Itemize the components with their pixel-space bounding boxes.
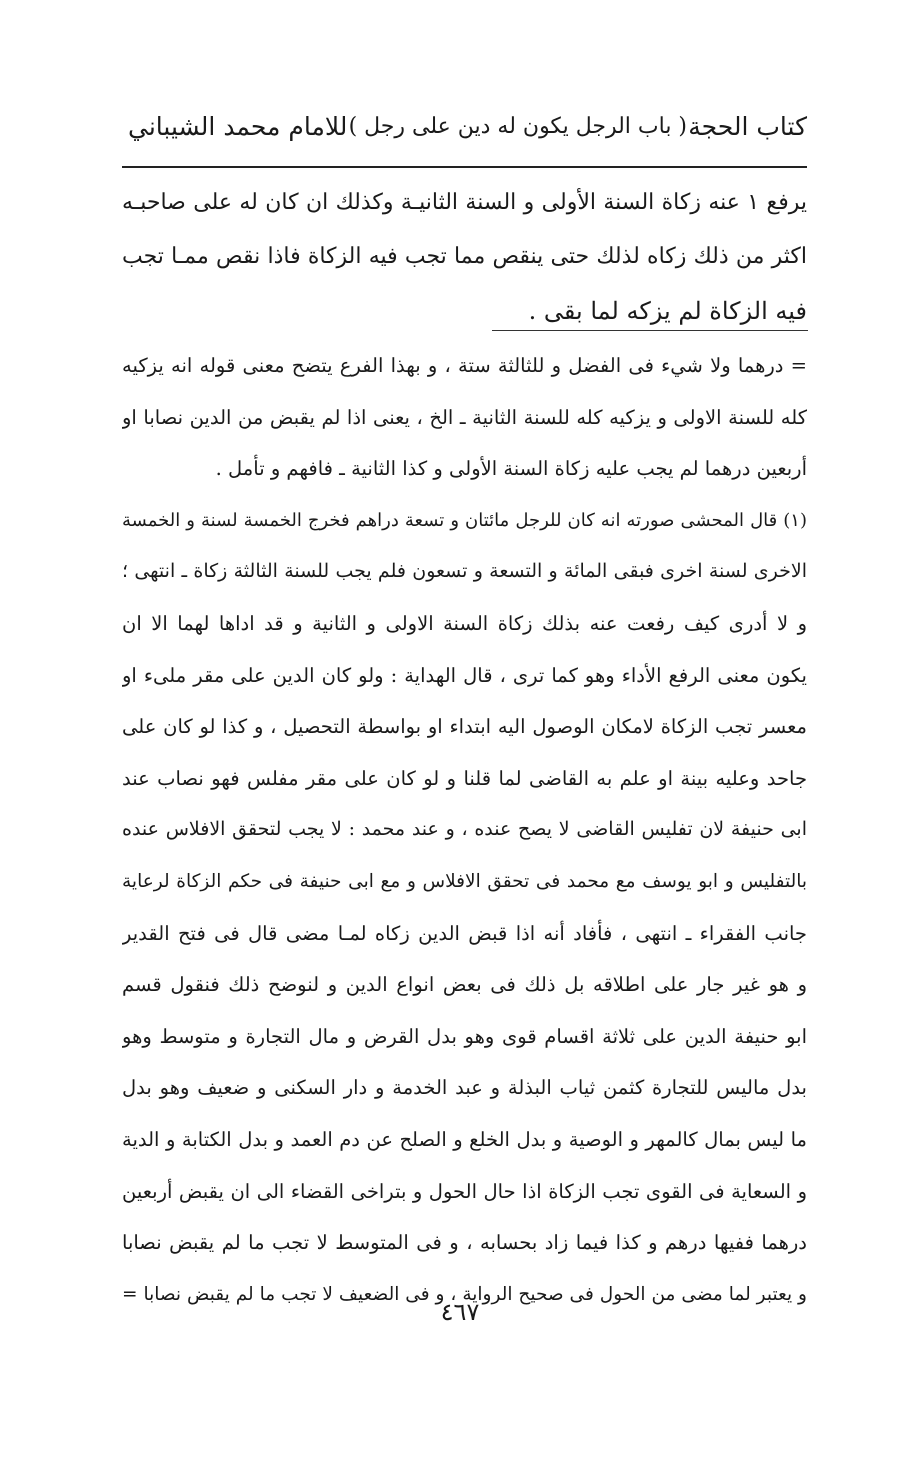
main-text-line: اكثر من ذلك زكاه لذلك حتى ينقص مما تجب فيه الزكاة فاذا نقص ممـا تجب (122, 244, 807, 269)
header-rule (122, 166, 807, 168)
footnote-line: بالتفليس و ابو يوسف مع محمد فى تحقق الافلاس و مع ابى حنيفة فى حكم الزكاة لرعاية (122, 870, 807, 892)
footnote-line: ابو حنيفة الدين على ثلاثة اقسام قوى وهو بدل القرض و مال التجارة و متوسط وهو (122, 1024, 807, 1048)
main-text-line: يرفع ١ عنه زكاة السنة الأولى و السنة الثانيـة وكذلك ان كان له على صاحبـه (122, 190, 807, 215)
main-text-line: فيه الزكاة لم يزكه لما بقى . (528, 297, 807, 325)
footnote-line: يكون معنى الرفع الأداء وهو كما ترى ، قال الهداية : ولو كان الدين على مقر ملىء او (122, 663, 807, 687)
footnote-line: ابى حنيفة لان تفليس القاضى لا يصح عنده ، و عند محمد : لا يجب لتحقق الافلاس عنده (122, 818, 807, 841)
footnote-line: (١) قال المحشى صورته انه كان للرجل مائتان و تسعة دراهم فخرج الخمسة لسنة و الخمسة (122, 509, 807, 531)
footnote-line: معسر تجب الزكاة لامكان الوصول اليه ابتداء او بواسطة التحصيل ، و كذا لو كان على (122, 715, 807, 739)
footnote-line: و لا أدرى كيف رفعت عنه بذلك زكاة السنة الاولى و الثانية و قد اداها لهما الا ان (122, 611, 807, 635)
header-book-title: كتاب الحجة (688, 111, 807, 141)
header-chapter-title: ( باب الرجل يكون له دين على رجل ) (348, 113, 688, 139)
footnote-line: درهما ففيها درهم و كذا فيما زاد بحسابه ، و فى المتوسط لا تجب ما لم يقبض نصابا (122, 1231, 807, 1255)
footnote-line: جاحد وعليه بينة او علم به القاضى لما قلنا و لو كان على مقر مفلس فهو نصاب عند (122, 766, 807, 790)
running-header (128, 104, 807, 148)
footnote-line: جانب الفقراء ـ انتهى ، فأفاد أنه اذا قبض الدين زكاه لمـا مضى قال فى فتح القدير (122, 921, 807, 945)
footnote-line: و السعاية فى القوى تجب الزكاة اذا حال الحول و بتراخى القضاء الى ان يقبض أربعين (122, 1179, 807, 1203)
footnote-line: و هو غير جار على اطلاقه بل ذلك فى بعض انواع الدين و لنوضح ذلك فنقول قسم (122, 973, 807, 997)
header-author: للامام محمد الشيباني (128, 111, 348, 141)
footnote-separator (492, 330, 808, 331)
footnote-line: كله للسنة الاولى و يزكيه كله للسنة الثانية ـ الخ ، يعنى اذا لم يقبض من الدين نصابا او (122, 405, 807, 429)
footnote-line: = درهما ولا شيء فى الفضل و للثالثة ستة ، و بهذا الفرع يتضح معنى قوله انه يزكيه (122, 354, 807, 377)
footnotes (122, 340, 807, 1320)
footnote-line: بدل ماليس للتجارة كثمن ثياب البذلة و عبد الخدمة و دار السكنى و ضعيف وهو بدل (122, 1076, 807, 1100)
footnote-line: و يعتبر لما مضى من الحول فى صحيح الرواية ، و فى الضعيف لا تجب ما لم يقبض نصابا = (122, 1283, 807, 1305)
page-number: ٤٦٧ (440, 1298, 480, 1326)
footnote-line: أربعين درهما لم يجب عليه زكاة السنة الأولى و كذا الثانية ـ فافهم و تأمل . (215, 457, 807, 481)
footnote-line: الاخرى لسنة اخرى فبقى المائة و التسعة و تسعون فلم يجب للسنة الثالثة زكاة ـ انتهى ؛ (122, 560, 807, 583)
footnote-line: ما ليس بمال كالمهر و الوصية و بدل الخلع و الصلح عن دم العمد و بدل الكتابة و الدية (122, 1127, 807, 1151)
main-text (122, 176, 807, 338)
